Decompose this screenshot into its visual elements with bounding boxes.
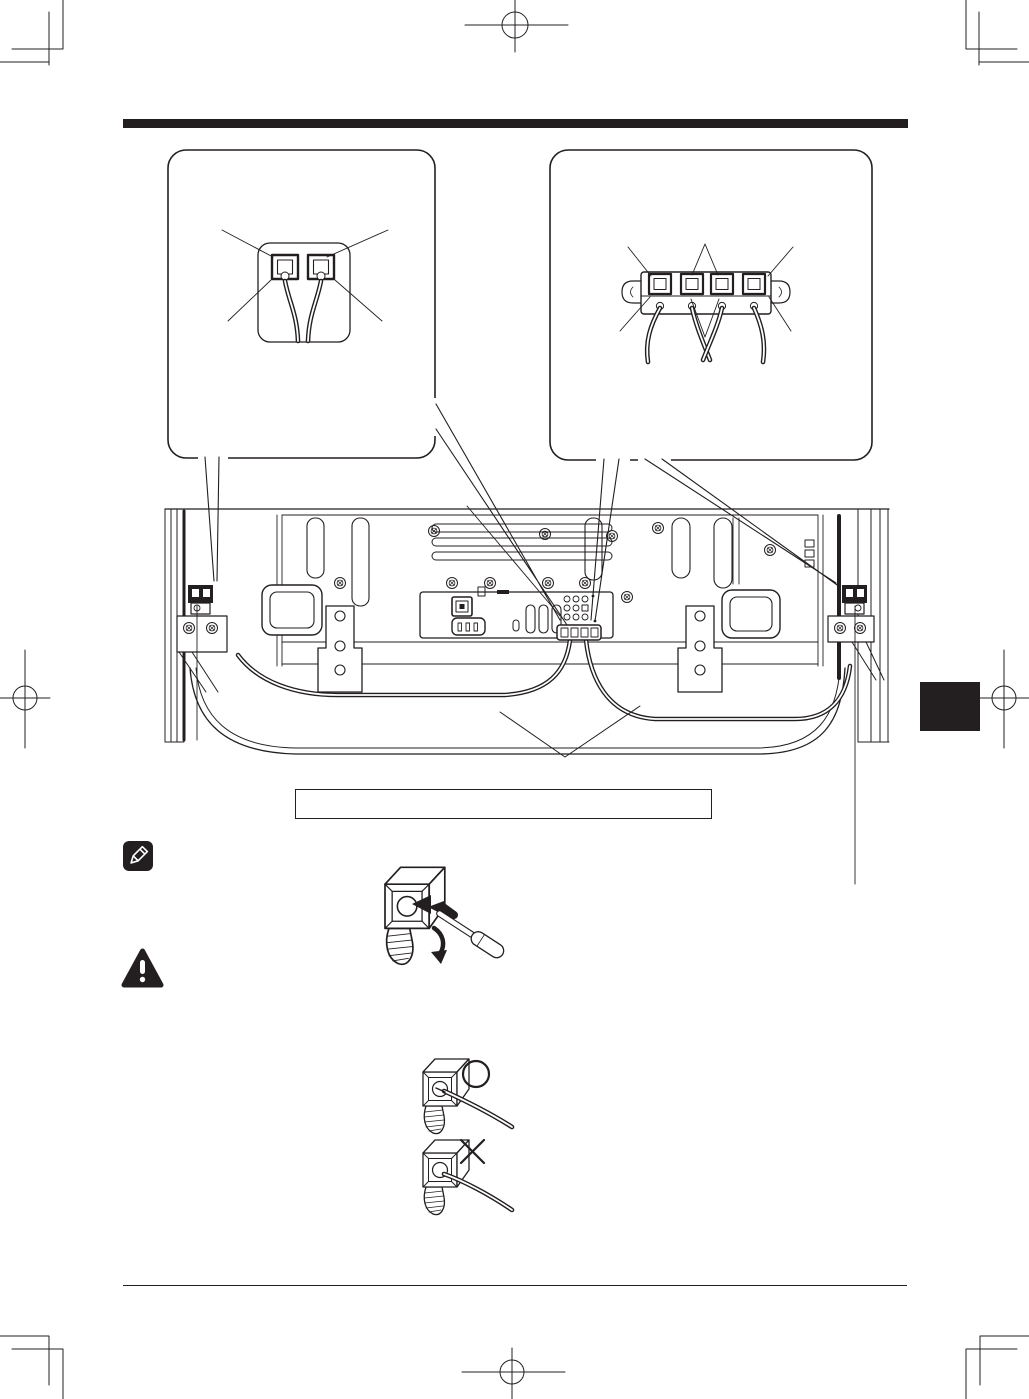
panel-screws	[335, 523, 776, 603]
correct-example-figure	[423, 1059, 512, 1134]
caption-pointer	[500, 706, 640, 757]
stand-bracket-left	[318, 606, 362, 692]
note-icon	[123, 841, 153, 871]
screwdriver-step-figure	[385, 867, 506, 964]
figure-caption-box	[295, 789, 712, 819]
speaker-cable-left	[238, 640, 570, 695]
detail-terminal-1	[272, 255, 298, 280]
incorrect-example-figure	[423, 1140, 512, 1215]
footer-rule	[123, 1285, 907, 1286]
pencil-icon	[123, 841, 153, 871]
stand-bracket-right	[678, 606, 722, 692]
speaker-output-connector	[557, 625, 601, 640]
page-edge-tab	[920, 682, 980, 731]
warning-icon	[124, 951, 161, 985]
section-title-bar	[123, 119, 908, 128]
right-detail-callout	[550, 150, 872, 621]
detail-terminal-2	[308, 255, 334, 280]
connector-strip	[420, 587, 613, 640]
right-speaker-terminal	[828, 585, 884, 680]
